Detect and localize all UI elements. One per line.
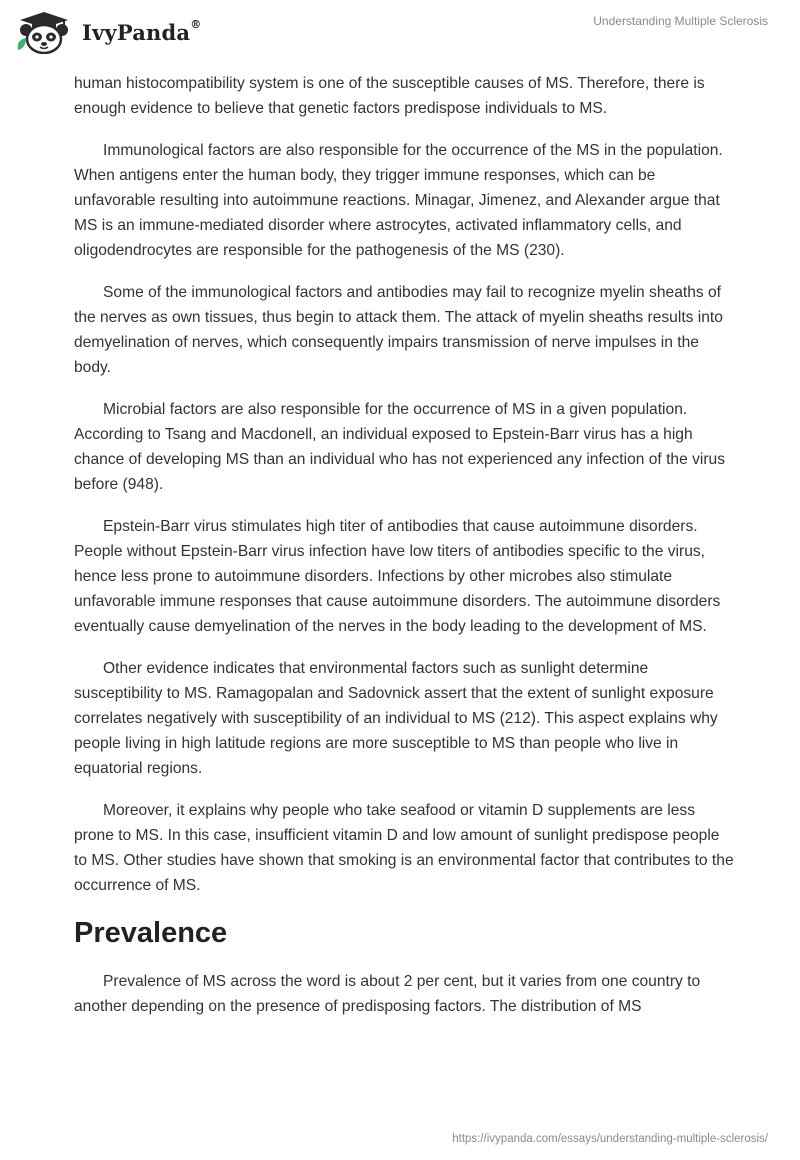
paragraph: Moreover, it explains why people who take seafood or vitamin D supplements are less prone to MS. In this case, insufficient vitamin D and low amount of sunlight predispose people to MS. Other studies have shown that smoking is an environmental factor that contributes to the occurrence of MS. xyxy=(74,802,734,894)
brand-logo[interactable] xyxy=(14,8,201,56)
document-title: Understanding Multiple Sclerosis xyxy=(593,14,768,28)
paragraph: Epstein-Barr virus stimulates high titer of antibodies that cause autoimmune disorders. People without Epstein-Barr virus infection have low titers of antibodies specific to the virus, hence less prone to autoimmune disorders. Infections by other microbes also stimulate unfavorable immune responses that cause autoimmune disorders. The autoimmune disorders eventually cause demyelination of the nerves in the body leading to the development of MS. xyxy=(74,518,721,635)
page-header xyxy=(0,0,800,64)
essay-content xyxy=(74,71,734,1036)
paragraph: Other evidence indicates that environmental factors such as sunlight determine susceptibility to MS. Ramagopalan and Sadovnick assert that the extent of sunlight exposure correlates negatively with susceptibility of an individual to MS (212). This aspect explains why people living in high latitude regions are more susceptible to MS than people who live in equatorial regions. xyxy=(74,660,718,777)
paragraph: human histocompatibility system is one of the susceptible causes of MS. Therefore, there is enough evidence to believe that genetic factors predispose individuals to MS. xyxy=(74,75,705,117)
panda-logo-icon xyxy=(14,10,76,54)
brand-name: IvyPanda® xyxy=(82,17,202,45)
paragraph: Prevalence of MS across the word is about 2 per cent, but it varies from one country to another depending on the presence of predisposing factors. The distribution of MS xyxy=(74,973,701,1015)
paragraph: Some of the immunological factors and antibodies may fail to recognize myelin sheaths of the nerves as own tissues, thus begin to attack them. The attack of myelin sheaths results into demyelination of nerves, which consequently impairs transmission of nerve impulses in the body. xyxy=(74,284,723,376)
source-url[interactable]: https://ivypanda.com/essays/understanding-multiple-sclerosis/ xyxy=(452,1133,768,1145)
section-heading-prevalence: Prevalence xyxy=(74,917,228,949)
paragraph: Immunological factors are also responsible for the occurrence of the MS in the population. When antigens enter the human body, they trigger immune responses, which can be unfavorable resulting into autoimmune reactions. Minagar, Jimenez, and Alexander argue that MS is an immune-mediated disorder where astrocytes, activated inflammatory cells, and oligodendrocytes are responsible for the pathogenesis of the MS (230). xyxy=(74,142,723,259)
paragraph: Microbial factors are also responsible for the occurrence of MS in a given population. According to Tsang and Macdonell, an individual exposed to Epstein-Barr virus has a high chance of developing MS than an individual who has not experienced any infection of the virus before (948). xyxy=(74,401,726,493)
